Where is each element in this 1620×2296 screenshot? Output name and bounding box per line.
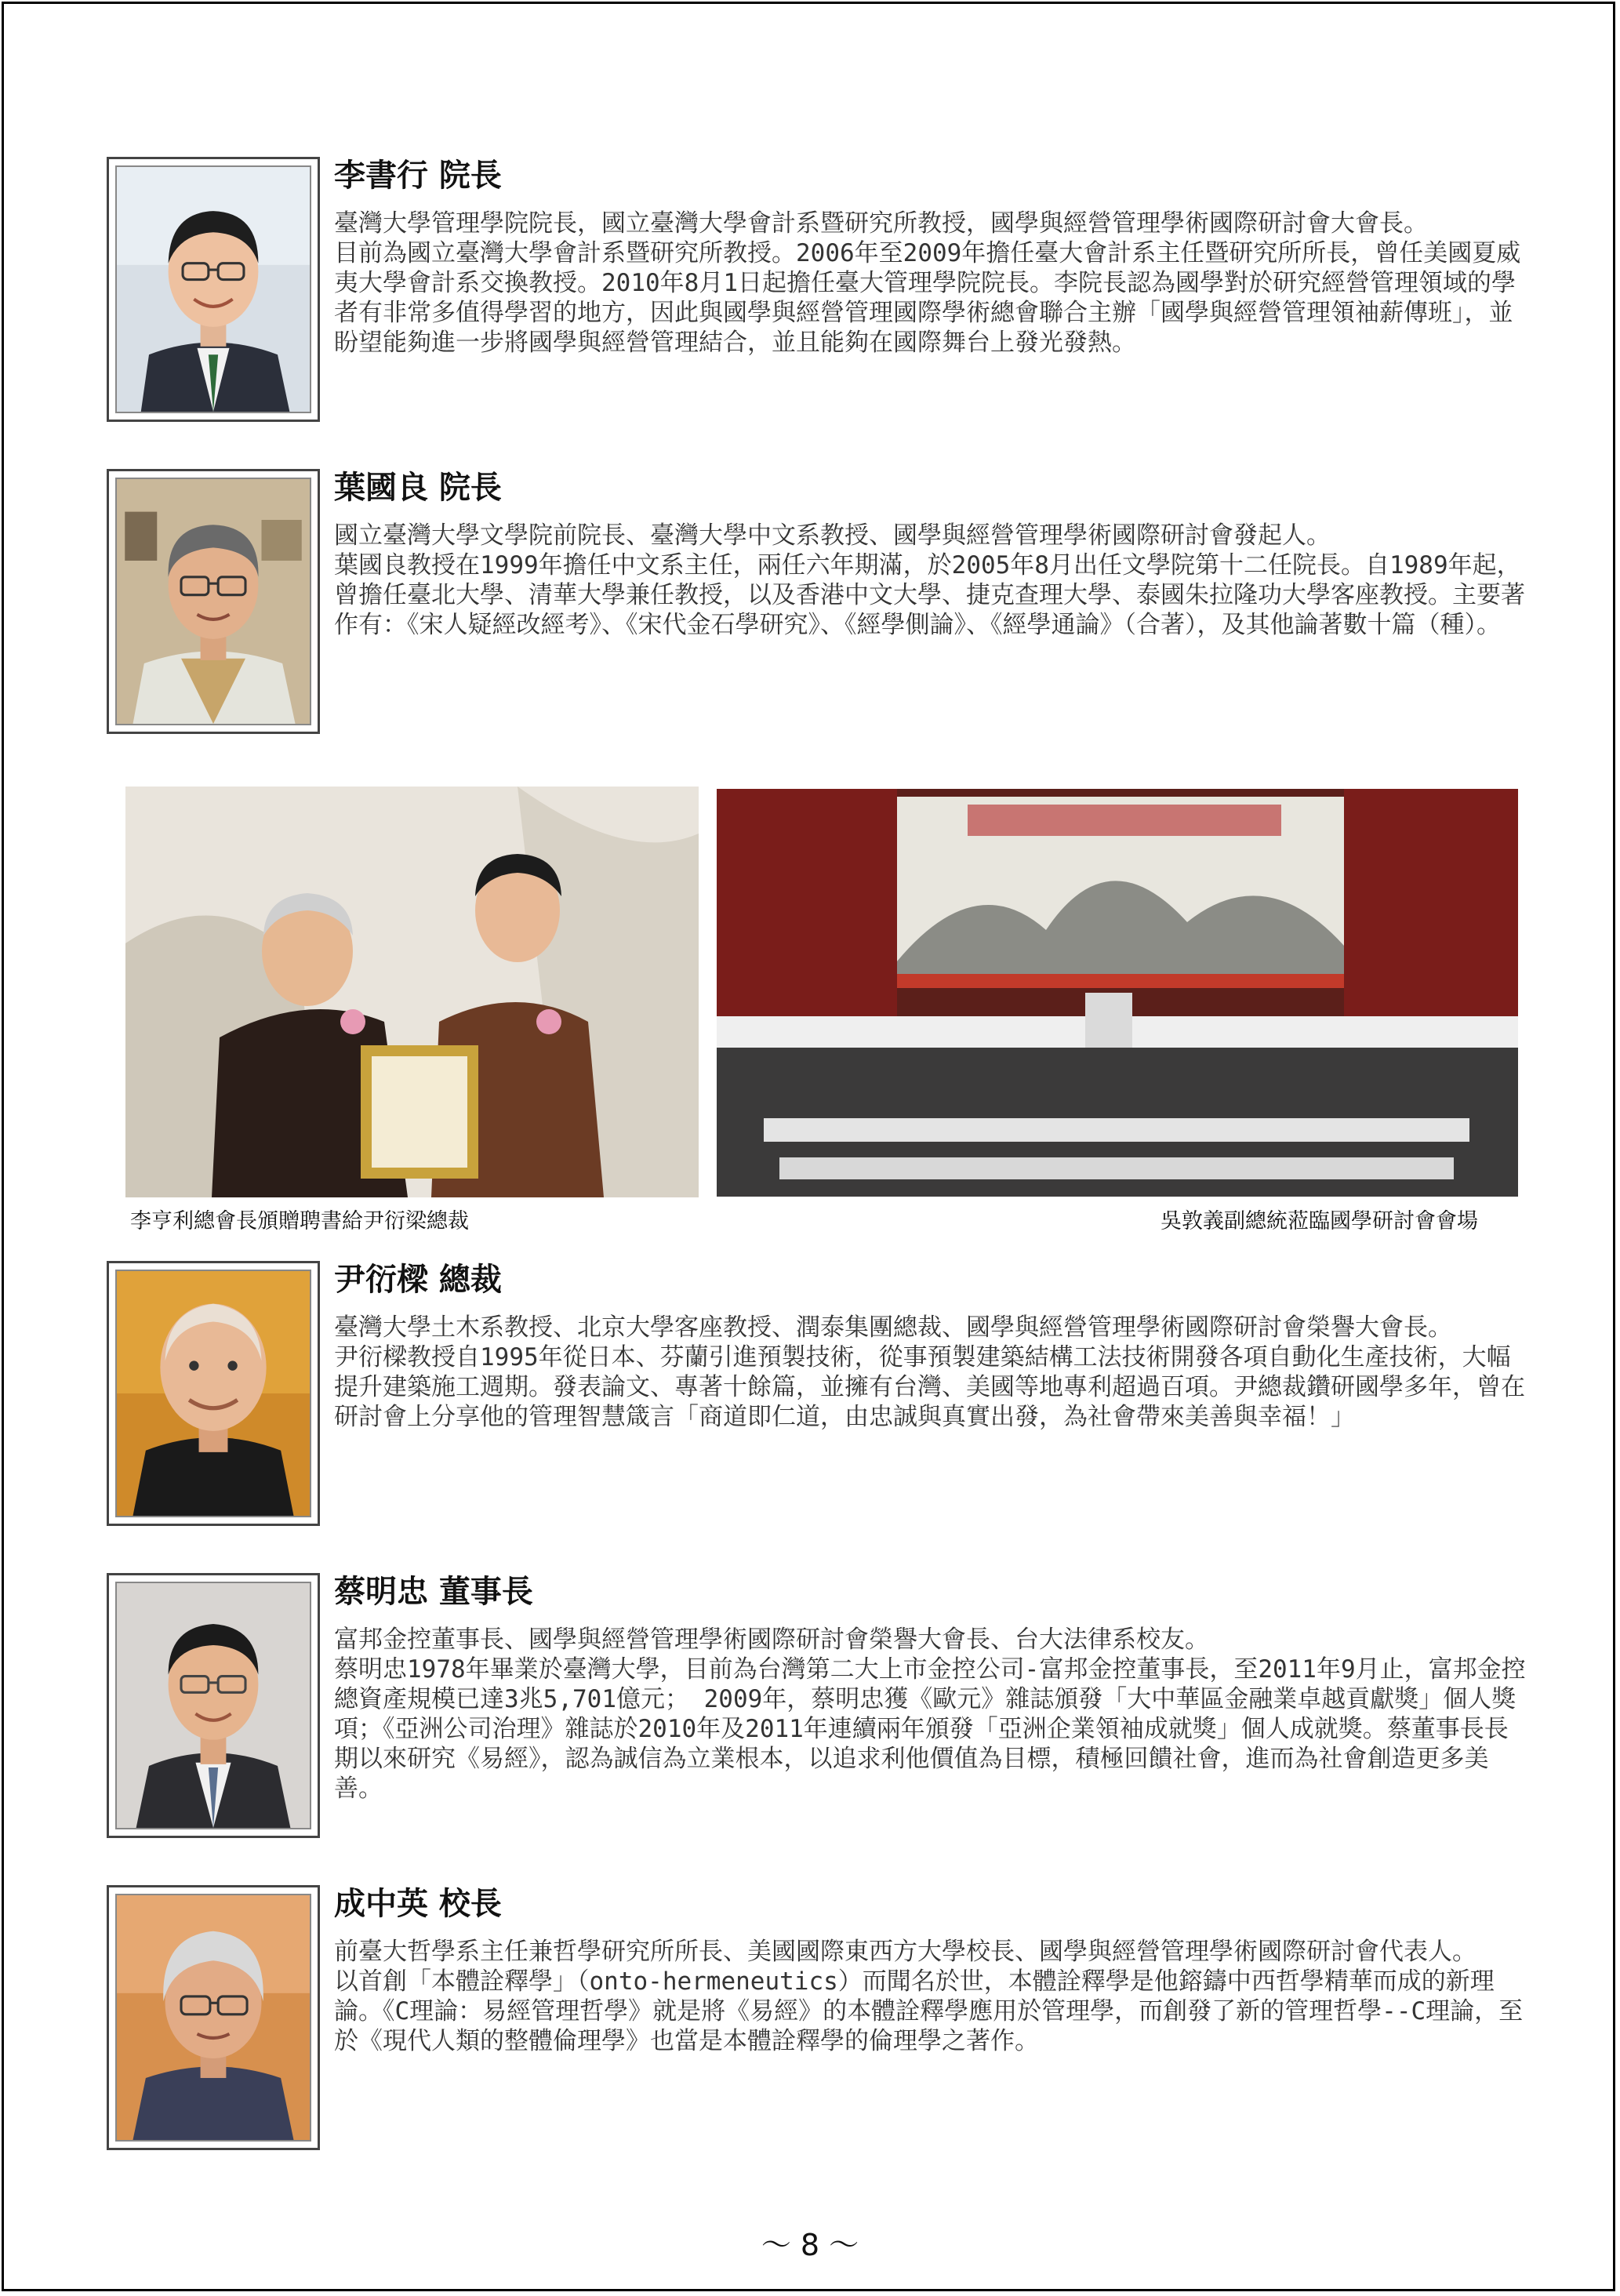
photo-award-ceremony <box>125 787 699 1197</box>
profile-bio <box>334 1937 1532 2056</box>
bio-paragraph: 葉國良教授在1999年擔任中文系主任，兩任六年期滿，於2005年8月出任文學院第十二任院長。自1989年起，曾擔任臺北大學、清華大學兼任教授，以及香港中文大學、捷克查理大學、泰國朱拉隆功大學客座教授。主要著作有：《宋人疑經改經考》、《宋代金石學研究》、《經學側論》、《經學通論》（合著），及其他論著數十篇（種）。 <box>334 551 1525 639</box>
profile-name: 葉國良 院長 <box>334 470 502 506</box>
profile-name: 李書行 院長 <box>334 158 502 194</box>
photo-conference-hall <box>717 789 1518 1197</box>
caption-award-ceremony: 李亨利總會長頒贈聘書給尹衍梁總裁 <box>130 1209 469 1233</box>
portrait-li-shuhang <box>117 167 310 412</box>
portrait-frame <box>107 469 320 734</box>
profile-bio <box>334 209 1532 358</box>
portrait-frame <box>107 157 320 422</box>
bio-paragraph: 國立臺灣大學文學院前院長、臺灣大學中文系教授、國學與經營管理學術國際研討會發起人。 <box>334 521 1331 550</box>
bio-paragraph: 尹衍樑教授自1995年從日本、芬蘭引進預製技術，從事預製建築結構工法技術開發各項自動化生產技術，大幅提升建築施工週期。發表論文、專著十餘篇，並擁有台灣、美國等地專利超過百項。尹總裁鑽研國學多年，曾在研討會上分享他的管理智慧箴言「商道即仁道，由忠誠與真實出發，為社會帶來美善與幸福！」 <box>334 1343 1525 1431</box>
portrait-frame <box>107 1573 320 1838</box>
bio-paragraph: 臺灣大學土木系教授、北京大學客座教授、潤泰集團總裁、國學與經營管理學術國際研討會榮譽大會長。 <box>334 1313 1452 1342</box>
portrait-frame <box>107 1261 320 1526</box>
profile-bio <box>334 521 1532 640</box>
bio-paragraph: 蔡明忠1978年畢業於臺灣大學，目前為台灣第二大上市金控公司-富邦金控董事長，至2011年9月止，富邦金控總資產規模已達3兆5,701億元； 2009年，蔡明忠獲《歐元》雜誌頒發「大中華區金融業卓越貢獻獎」個人獎項；《亞洲公司治理》雜誌於2010年及2011年連續兩年頒發「亞洲企業領袖成就獎」個人成就獎。蔡董事長長期以來研究《易經》，認為誠信為立業根本，以追求利他價值為目標，積極回饋社會，進而為社會創造更多美善。 <box>334 1655 1526 1803</box>
bio-paragraph: 富邦金控董事長、國學與經營管理學術國際研討會榮譽大會長、台大法律系校友。 <box>334 1626 1209 1654</box>
portrait-yin-yanliang <box>117 1271 310 1516</box>
portrait-cai-mingzhong <box>117 1583 310 1828</box>
bio-paragraph: 以首創「本體詮釋學」（onto-hermeneutics）而聞名於世，本體詮釋學是他鎔鑄中西哲學精華而成的新理論。《C理論：易經管理哲學》就是將《易經》的本體詮釋學應用於管理學，而創發了新的管理哲學--C理論，至於《現代人類的整體倫理學》也當是本體詮釋學的倫理學之著作。 <box>334 1967 1524 2055</box>
caption-conference-hall: 吳敦義副總統蒞臨國學研討會會場 <box>1161 1209 1478 1233</box>
profile-name: 成中英 校長 <box>334 1886 502 1922</box>
profile-bio <box>334 1625 1532 1804</box>
profile-bio <box>334 1313 1532 1432</box>
bio-paragraph: 臺灣大學管理學院院長，國立臺灣大學會計系暨研究所教授，國學與經營管理學術國際研討會大會長。 <box>334 209 1428 238</box>
profile-name: 尹衍樑 總裁 <box>334 1262 502 1298</box>
profile-name: 蔡明忠 董事長 <box>334 1574 533 1610</box>
page-number: ～ 8 ～ <box>761 2228 859 2262</box>
bio-paragraph: 目前為國立臺灣大學會計系暨研究所教授。2006年至2009年擔任臺大會計系主任暨研究所所長，曾任美國夏威夷大學會計系交換教授。2010年8月1日起擔任臺大管理學院院長。李院長認為國學對於研究經營管理領域的學者有非常多值得學習的地方，因此與國學與經營管理國際學術總會聯合主辦「國學與經營管理領袖薪傳班」，並盼望能夠進一步將國學與經營管理結合，並且能夠在國際舞台上發光發熱。 <box>334 239 1521 357</box>
portrait-ye-guoliang <box>117 479 310 724</box>
bio-paragraph: 前臺大哲學系主任兼哲學研究所所長、美國國際東西方大學校長、國學與經營管理學術國際研討會代表人。 <box>334 1938 1477 1966</box>
portrait-frame <box>107 1885 320 2150</box>
portrait-cheng-zhongying <box>117 1895 310 2140</box>
